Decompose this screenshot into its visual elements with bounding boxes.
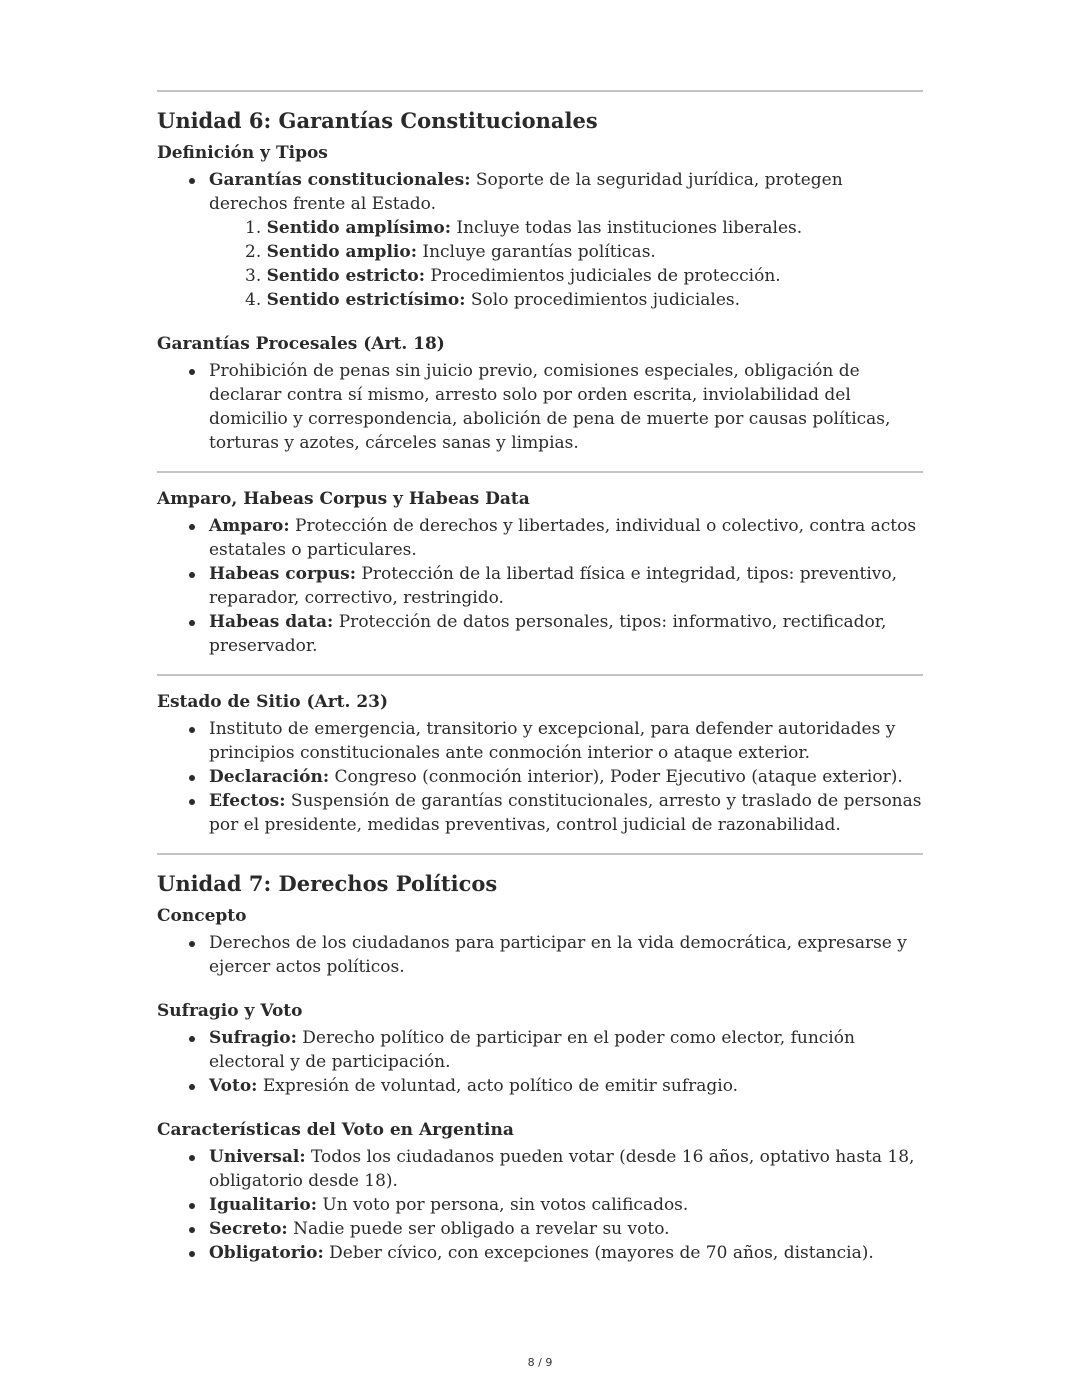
- item-label: Amparo:: [209, 516, 290, 536]
- heading-sufragio: Sufragio y Voto: [157, 1001, 303, 1021]
- item-number: 4.: [245, 290, 262, 310]
- item-number: 1.: [245, 218, 262, 238]
- item-label: Garantías constitucionales:: [209, 170, 471, 190]
- item-label: Sentido estrictísimo:: [266, 290, 466, 310]
- item-number: 2.: [245, 242, 262, 262]
- item-text: Protección de la libertad física e integridad, tipos: preventivo, reparador, correctivo, restringido.: [209, 564, 897, 608]
- item-label: Sentido amplio:: [266, 242, 417, 262]
- definicion-list: [157, 168, 923, 312]
- item-label: Habeas data:: [209, 612, 334, 632]
- item-text: Solo procedimientos judiciales.: [465, 290, 741, 310]
- page-number: 8 / 9: [527, 1356, 553, 1369]
- item-text: Expresión de voluntad, acto político de emitir sufragio.: [257, 1076, 739, 1096]
- heading-caracteristicas: Características del Voto en Argentina: [157, 1120, 514, 1140]
- item-text: Derecho político de participar en el poder como elector, función electoral y de participación.: [209, 1028, 855, 1072]
- item-text: Nadie puede ser obligado a revelar su voto.: [287, 1219, 670, 1239]
- item-text: Protección de derechos y libertades, individual o colectivo, contra actos estatales o particulares.: [209, 516, 917, 560]
- item-text: Incluye todas las instituciones liberales.: [450, 218, 803, 238]
- divider: [157, 471, 923, 473]
- unit-6-title: Unidad 6: Garantías Constitucionales: [157, 108, 598, 133]
- concepto-list: [157, 931, 923, 979]
- item-text: Deber cívico, con excepciones (mayores de 70 años, distancia).: [323, 1243, 874, 1263]
- sufragio-list: [157, 1026, 923, 1098]
- item-label: Sentido estricto:: [266, 266, 426, 286]
- list-item: Prohibición de penas sin juicio previo, comisiones especiales, obligación de declarar contra sí mismo, arresto solo por orden escrita, inviolabilidad del domicilio y correspondencia, abolición de pena de muerte por causas políticas, torturas y azotes, cárceles sanas y limpias.: [209, 359, 923, 455]
- list-item: [209, 1217, 923, 1241]
- list-item: Instituto de emergencia, transitorio y excepcional, para defender autoridades y principios constitucionales ante conmoción interior o ataque exterior.: [209, 717, 923, 765]
- item-text: Protección de datos personales, tipos: informativo, rectificador, preservador.: [209, 612, 887, 656]
- item-text: Suspensión de garantías constitucionales, arresto y traslado de personas por el presidente, medidas preventivas, control judicial de razonabilidad.: [209, 791, 922, 835]
- list-item: [209, 765, 923, 789]
- item-label: Universal:: [209, 1147, 306, 1167]
- item-text: Un voto por persona, sin votos calificados.: [317, 1195, 689, 1215]
- divider: [157, 90, 923, 92]
- list-item: [209, 789, 923, 837]
- heading-concepto: Concepto: [157, 906, 247, 926]
- list-item: [209, 562, 923, 610]
- heading-definicion: Definición y Tipos: [157, 143, 328, 163]
- list-item: [209, 1074, 923, 1098]
- document-page: [157, 90, 923, 1265]
- item-label: Secreto:: [209, 1219, 288, 1239]
- list-item: [245, 216, 923, 240]
- heading-estado-de-sitio: Estado de Sitio (Art. 23): [157, 692, 389, 712]
- list-item: [209, 168, 923, 312]
- list-item: [245, 288, 923, 312]
- item-label: Igualitario:: [209, 1195, 318, 1215]
- heading-amparo: Amparo, Habeas Corpus y Habeas Data: [157, 489, 530, 509]
- list-item: Derechos de los ciudadanos para participar en la vida democrática, expresarse y ejercer actos políticos.: [209, 931, 923, 979]
- item-label: Efectos:: [209, 791, 286, 811]
- list-item: [209, 610, 923, 658]
- list-item: [209, 1193, 923, 1217]
- procesales-list: [157, 359, 923, 455]
- list-item: [245, 240, 923, 264]
- amparo-list: [157, 514, 923, 658]
- item-label: Habeas corpus:: [209, 564, 357, 584]
- list-item: [209, 1026, 923, 1074]
- item-text: Congreso (conmoción interior), Poder Ejecutivo (ataque exterior).: [329, 767, 903, 787]
- item-text: Incluye garantías políticas.: [416, 242, 656, 262]
- divider: [157, 853, 923, 855]
- item-label: Voto:: [209, 1076, 258, 1096]
- item-label: Obligatorio:: [209, 1243, 324, 1263]
- item-label: Declaración:: [209, 767, 330, 787]
- list-item: [209, 1241, 923, 1265]
- unit-7-title: Unidad 7: Derechos Políticos: [157, 871, 498, 896]
- divider: [157, 674, 923, 676]
- item-number: 3.: [245, 266, 262, 286]
- caracteristicas-list: [157, 1145, 923, 1265]
- item-text: Soporte de la seguridad jurídica, protegen derechos frente al Estado.: [209, 170, 843, 214]
- heading-procesales: Garantías Procesales (Art. 18): [157, 334, 445, 354]
- sitio-list: [157, 717, 923, 837]
- item-label: Sufragio:: [209, 1028, 297, 1048]
- item-text: Todos los ciudadanos pueden votar (desde 16 años, optativo hasta 18, obligatorio desde 18).: [209, 1147, 915, 1191]
- item-label: Sentido amplísimo:: [266, 218, 451, 238]
- list-item: [245, 264, 923, 288]
- list-item: [209, 1145, 923, 1193]
- list-item: [209, 514, 923, 562]
- sentidos-list: [209, 216, 923, 312]
- item-text: Procedimientos judiciales de protección.: [425, 266, 781, 286]
